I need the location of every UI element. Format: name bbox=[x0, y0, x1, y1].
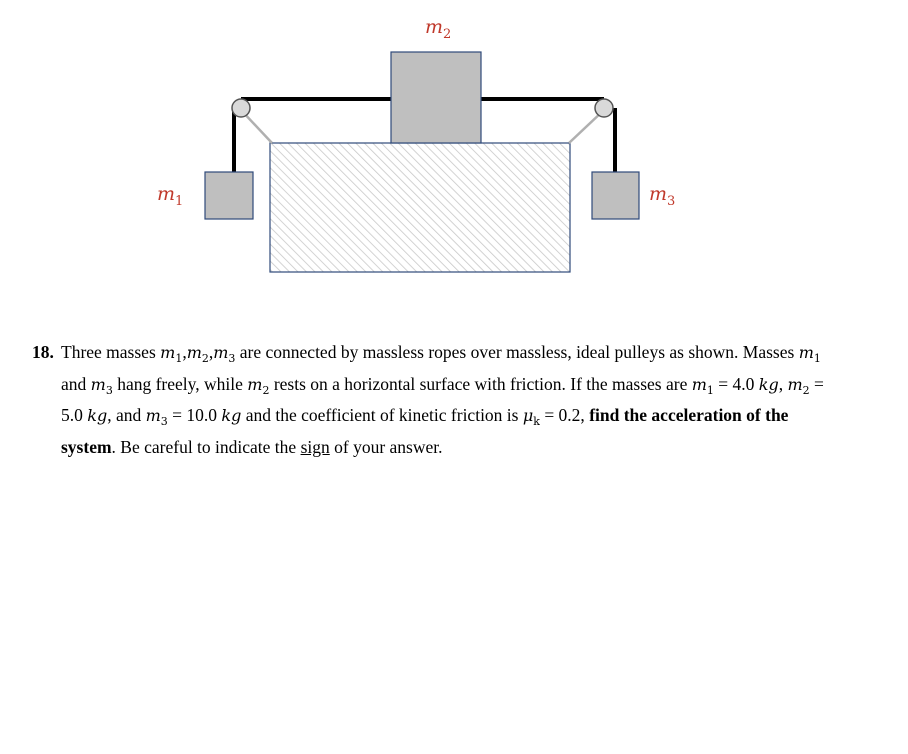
label-m3: $m_3$ bbox=[649, 183, 676, 209]
block-m3 bbox=[592, 172, 639, 219]
var-m2: $m_2$ bbox=[186, 343, 209, 366]
sign-emphasis: sign bbox=[300, 437, 330, 458]
var-m3: $m_3$ bbox=[213, 343, 236, 366]
block-m2 bbox=[391, 52, 481, 143]
problem-task: find the acceleration of the system bbox=[61, 405, 789, 458]
right-pulley bbox=[595, 99, 613, 117]
var-mu: $\mu_k$ bbox=[522, 406, 540, 429]
problem-number: 18. bbox=[32, 342, 54, 362]
block-m1 bbox=[205, 172, 253, 219]
problem-statement bbox=[32, 340, 832, 460]
label-m1: $m_1$ bbox=[157, 183, 184, 209]
var-m1: $m_1$ bbox=[160, 343, 183, 366]
left-pulley bbox=[232, 99, 250, 117]
problem-text: Three masses $m_1,m_2,m_3$ are connected by massless ropes over massless, ideal pulleys as shown. Masses $m_1$ and $m_3$ hang freely, while $m_2$ rests on a horizontal surface with friction. If the masses are $m_1 = 4.0$ kg, $m_2 = 5.0$ kg, and $m_3 = 10.0$ kg and the coefficient of kinetic friction is $\mu_k = 0.2$, find the acceleration of the system. Be careful to indicate the sign of your answer. bbox=[61, 342, 824, 458]
label-m2: $m_2$ bbox=[425, 16, 452, 42]
table-surface bbox=[270, 143, 570, 272]
physics-diagram bbox=[0, 0, 908, 300]
